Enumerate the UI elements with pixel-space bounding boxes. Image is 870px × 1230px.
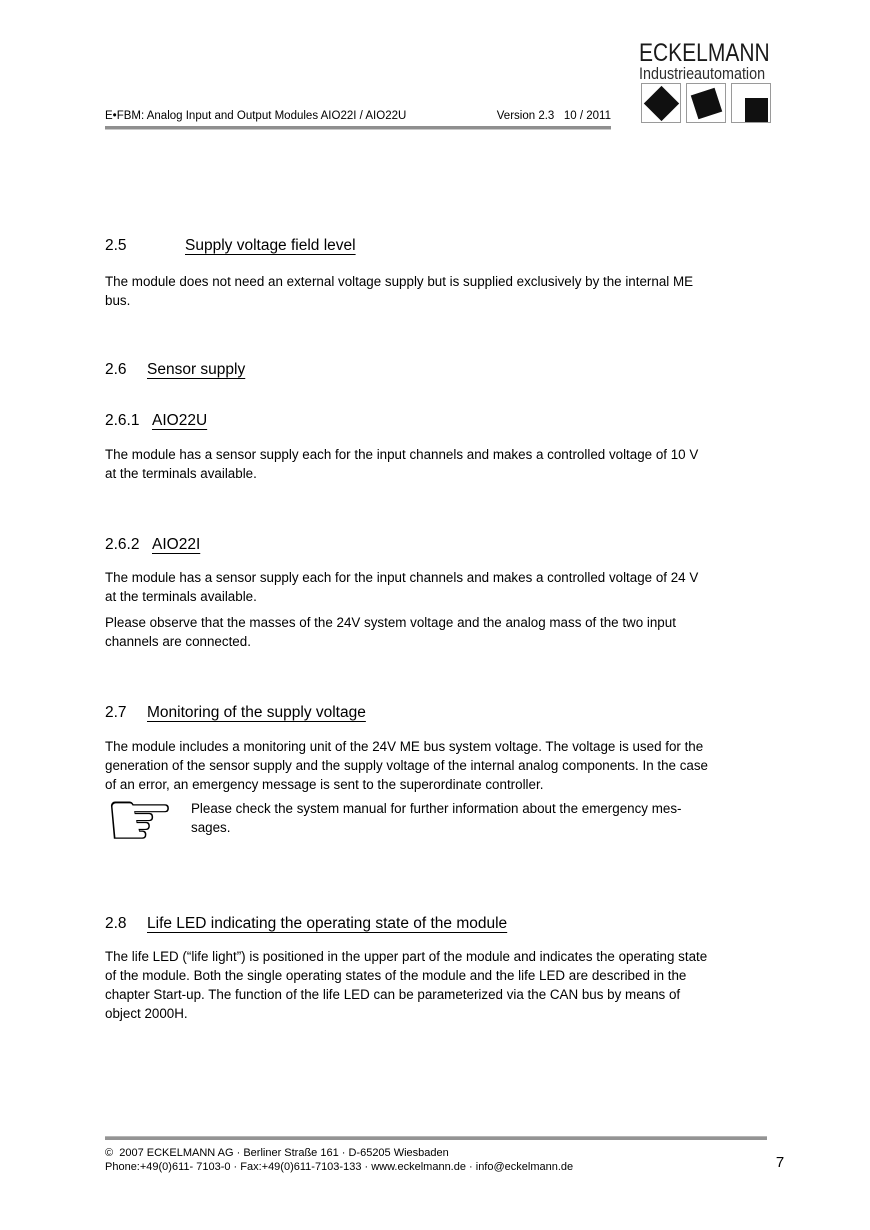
footer-address: © 2007 ECKELMANN AG · Berliner Straße 161 · D-65205 Wiesbaden xyxy=(105,1147,449,1159)
paragraph xyxy=(105,737,708,794)
footer xyxy=(105,1147,573,1174)
text-line: bus. xyxy=(105,293,131,308)
logo-mark-box-2 xyxy=(686,83,726,123)
header-version: Version 2.3 10 / 2011 xyxy=(496,110,611,122)
section-heading-2-8 xyxy=(105,914,507,934)
text-line: channels are connected. xyxy=(105,634,251,649)
header-rule xyxy=(105,126,611,129)
section-heading-2-6-2 xyxy=(105,535,200,555)
logo-marks xyxy=(641,83,773,123)
section-title: Sensor supply xyxy=(147,361,246,378)
paragraph xyxy=(105,568,698,606)
section-heading-2-7 xyxy=(105,703,366,723)
section-number: 2.8 xyxy=(105,915,127,932)
section-number: 2.6 xyxy=(105,361,127,378)
footer-contact: Phone:+49(0)611- 7103-0 · Fax:+49(0)611-7103-133 · www.eckelmann.de · info@eckelmann.de xyxy=(105,1160,574,1173)
text-line: of an error, an emergency message is sent to the superordinate controller. xyxy=(105,777,544,792)
text-line: chapter Start-up. The function of the life LED can be parameterized via the CAN bus by means of xyxy=(105,987,681,1002)
corner-square-icon xyxy=(745,98,768,122)
note-text-line: Please check the system manual for further information about the emergency mes- xyxy=(191,801,682,816)
text-line: at the terminals available. xyxy=(105,466,257,481)
logo-division-text: Industrieautomation xyxy=(639,65,766,83)
tilted-square-icon xyxy=(690,87,722,119)
text-line: of the module. Both the single operating states of the module and the life LED are described in the xyxy=(105,968,687,983)
section-title: AIO22U xyxy=(152,412,208,429)
logo-mark-box-1 xyxy=(641,83,681,123)
header-product-title: E•FBM: Analog Input and Output Modules AIO22I / AIO22U xyxy=(105,110,407,122)
section-number: 2.5 xyxy=(105,237,127,254)
section-heading-2-6-1 xyxy=(105,411,207,431)
diamond-icon xyxy=(643,85,678,120)
text-line: object 2000H. xyxy=(105,1006,188,1021)
note-text-line: sages. xyxy=(191,820,231,835)
paragraph xyxy=(105,947,707,1023)
section-heading-2-5 xyxy=(105,236,356,256)
pointing-hand-icon: ☞ xyxy=(104,773,176,866)
section-heading-2-6 xyxy=(105,360,245,380)
page-number: 7 xyxy=(775,1154,785,1171)
footer-rule xyxy=(105,1136,767,1140)
text-line: The module has a sensor supply each for the input channels and makes a controlled voltage of 24 V xyxy=(105,570,699,585)
section-number: 2.7 xyxy=(105,704,127,721)
text-line: generation of the sensor supply and the supply voltage of the internal analog components. In the case xyxy=(105,758,708,773)
logo-mark-box-3 xyxy=(731,83,771,123)
section-title: Monitoring of the supply voltage xyxy=(147,704,366,721)
section-number: 2.6.1 xyxy=(105,412,140,429)
logo-brand-text: ECKELMANN xyxy=(639,39,770,67)
text-line: at the terminals available. xyxy=(105,589,257,604)
paragraph xyxy=(105,613,676,651)
paragraph xyxy=(105,445,698,483)
text-line: The life LED (“life light”) is positioned in the upper part of the module and indicates the operating state xyxy=(105,949,708,964)
text-line: The module has a sensor supply each for the input channels and makes a controlled voltage of 10 V xyxy=(105,447,699,462)
section-number: 2.6.2 xyxy=(105,536,140,553)
paragraph xyxy=(105,272,693,310)
section-title: Supply voltage field level xyxy=(185,237,356,254)
text-line: Please observe that the masses of the 24V system voltage and the analog mass of the two input xyxy=(105,615,676,630)
text-line: The module includes a monitoring unit of the 24V ME bus system voltage. The voltage is used for the xyxy=(105,739,704,754)
section-title: Life LED indicating the operating state of the module xyxy=(147,915,508,932)
text-line: The module does not need an external voltage supply but is supplied exclusively by the internal ME xyxy=(105,274,694,289)
section-title: AIO22I xyxy=(152,536,201,553)
note xyxy=(191,799,681,837)
